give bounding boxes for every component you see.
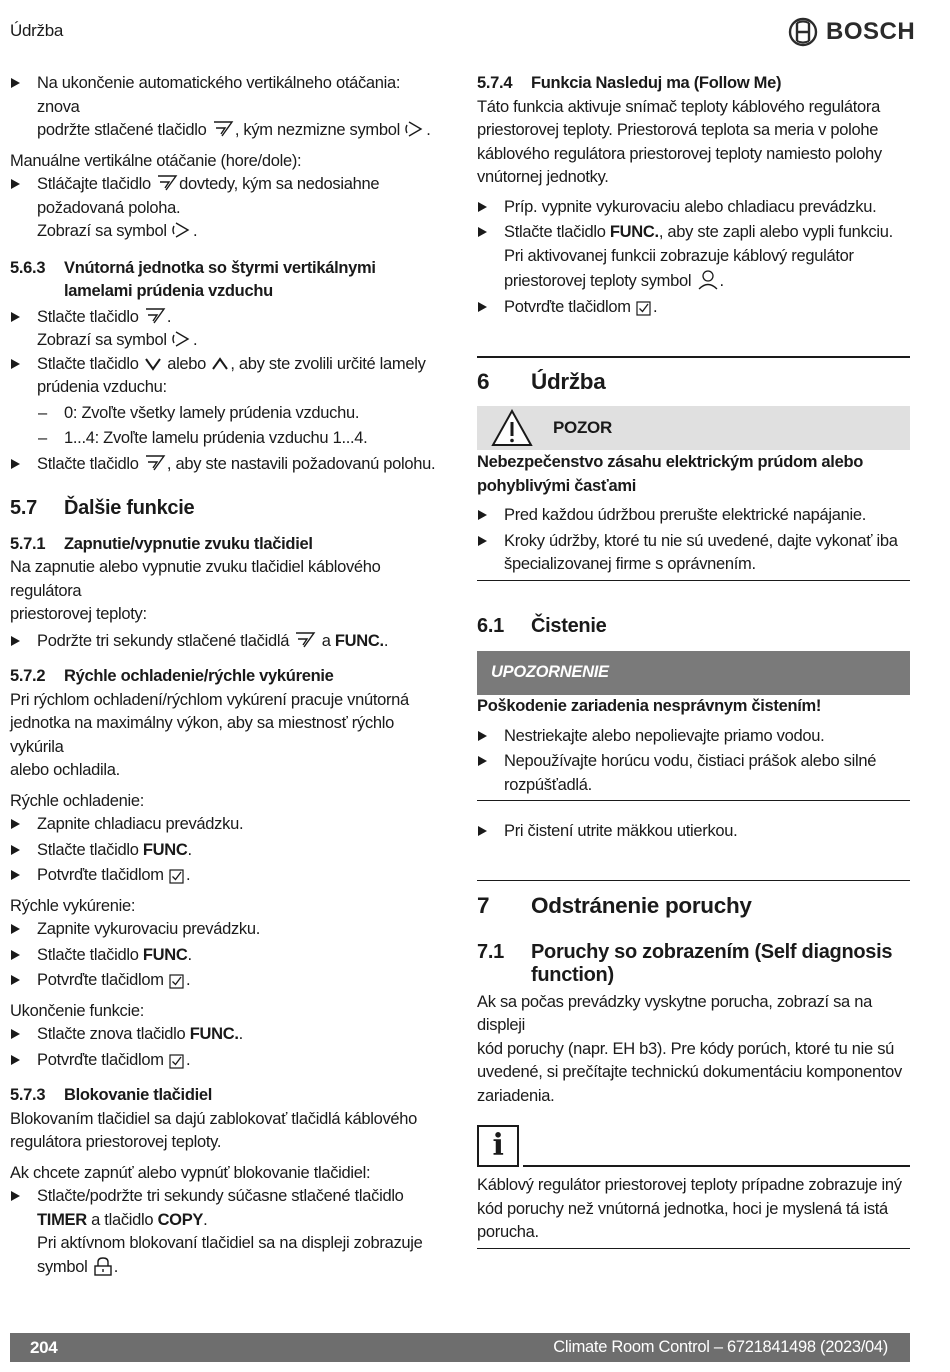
list-item: Potvrďte tlačidlom . [10,969,446,993]
list-item: Kroky údržby, ktoré tu nie sú uvedené, dajte vykonať iba špecializovanej firme s oprávnením. [477,530,910,577]
bullet-triangle-icon [478,510,487,520]
page-number: 204 [30,1337,58,1357]
list-item: Stlačte tlačidlo FUNC. [10,944,446,968]
list-item: Pred každou údržbou prerušte elektrické napájanie. [477,504,910,528]
list-item: Potvrďte tlačidlom . [10,1049,446,1073]
list-item: Na ukončenie automatického vertikálneho otáčania: znova podržte stlačené tlačidlo , kým nezmizne symbol . [10,72,446,143]
warning-triangle-icon [491,409,533,447]
section-rule [477,880,910,881]
confirm-checkbox-icon [169,973,185,989]
bosch-logo [788,17,915,47]
section-heading-6-1: 6.1 Čistenie [477,614,607,637]
list-item: Zapnite vykurovaciu prevádzku. [10,918,446,942]
warning-label: POZOR [553,418,612,438]
chevron-up-icon [211,355,229,373]
section-rule [477,356,910,358]
list-item: Príp. vypnite vykurovaciu alebo chladiacu prevádzku. [477,196,910,220]
confirm-checkbox-icon [636,300,652,316]
bullet-triangle-icon [11,78,20,88]
info-rule [523,1165,910,1167]
swing-button-icon [156,173,178,193]
list-item: Zapnite chladiacu prevádzku. [10,813,446,837]
chevron-down-icon [144,355,162,373]
list-item: Stlačte tlačidlo , aby ste nastavili požadovanú polohu. [10,453,446,477]
section-heading-7-1: 7.1 Poruchy so zobrazením (Self diagnosis function) [477,940,893,986]
section-heading-5-7-4: 5.7.4 Funkcia Nasleduj ma (Follow Me) [477,74,782,92]
bullet-triangle-icon [478,756,487,766]
notice-label: UPOZORNENIE [491,663,609,682]
list-item: Stláčajte tlačidlo dovtedy, kým sa nedosiahne požadovaná poloha. Zobrazí sa symbol . [10,173,446,244]
swing-symbol-icon [172,329,192,349]
bullet-triangle-icon [11,179,20,189]
bullet-triangle-icon [11,975,20,985]
running-header: Údržba [10,21,64,40]
section-heading-5-6-3: 5.6.3 Vnútorná jednotka so štyrmi vertikálnymi lamelami prúdenia vzduchu [10,258,376,300]
bullet-triangle-icon [11,845,20,855]
bullet-triangle-icon [11,636,20,646]
bullet-triangle-icon [11,1191,20,1201]
list-item: Podržte tri sekundy stlačené tlačidlá a FUNC.. [10,630,446,654]
list-item: Pri čistení utrite mäkkou utierkou. [477,820,910,844]
swing-symbol-icon [405,119,425,139]
section-rule [477,800,910,801]
section-heading-5-7-1: 5.7.1 Zapnutie/vypnutie zvuku tlačidiel [10,534,313,553]
brand-wordmark: BOSCH [826,18,916,46]
section-heading-7: 7 Odstránenie poruchy [477,892,752,918]
section-rule [477,580,910,581]
list-item: Stlačte tlačidlo . Zobrazí sa symbol . [10,306,446,353]
info-icon: i [477,1125,519,1167]
list-item: Stlačte/podržte tri sekundy súčasne stlačené tlačidlo TIMER a tlačidlo COPY. Pri aktívnom blokovaní tlačidiel sa na displeji zobrazuje symbol . [10,1185,446,1279]
bullet-triangle-icon [478,202,487,212]
left-column: Na ukončenie automatického vertikálneho otáčania: znova podržte stlačené tlačidlo , kým nezmizne symbol . Manuálne vertikálne otáčanie (hore/dole): Stláčajte tlačidlo dovtedy, kým sa nedosiahne požadovaná poloha. Zobrazí sa symbol . 5.6.3 Vnútorná jednotka so štyrmi vertikálnymi lamelami prúdenia vzduchu Stlačte tlačidlo . Zobrazí sa symbol . Stlačte tlačidlo alebo , aby ste zvolili určité lamely prúdenia vzduchu: – 0: Zvoľte všetky lamely prúdenia vzduchu. – 1...4: Zvoľte lamelu prúdenia vzduchu 1...4. Stlačte tlačidlo , aby ste nastavili požadovanú polohu. 5.7 Ďalšie funkcie 5.7.1 Zapnutie/vypnutie zvuku tlačidiel Na zapnutie alebo vypnutie zvuku tlačidiel káblového regulátora priestorovej teploty: Podržte tri sekundy stlačené tlačidlá a FUNC.. 5.7.2 Rýchle ochladenie/rýchle vykúrenie Pri rýchlom ochladení/rýchlom vykúrení pracuje vnútorná jednotka na maximálny výkon, aby sa miestnosť rýchlo vykúrila alebo ochladila. Rýchle ochladenie: Zapnite chladiacu prevádzku. Stlačte tlačidlo FUNC. Potvrďte tlačidlom . Rýchle vykúrenie: Zapnite vykurovaciu prevádzku. Stlačte tlačidlo FUNC. Potvrďte tlačidlom . Ukončenie funkcie: Stlačte znova tlačidlo FUNC.. Potvrďte tlačidlom . 5.7.3 Blokovanie tlačidiel Blokovaním tlačidiel sa dajú zablokovať tlačidlá káblového regulátora priestorovej teploty. Ak chcete zapnúť alebo vypnúť blokovanie tlačidiel: Stlačte/podržte tri sekundy súčasne stlačené tlačidlo TIMER a tlačidlo COPY. Pri aktívnom blokovaní tlačidiel sa na displeji zobrazuje symbol . [10,72,446,1279]
bosch-armature-icon [788,17,818,47]
dash-item: – 0: Zvoľte všetky lamely prúdenia vzduchu. [10,402,446,426]
bullet-triangle-icon [11,459,20,469]
swing-button-icon [294,630,316,650]
bullet-triangle-icon [478,826,487,836]
page-footer [10,1333,910,1362]
dash-item: – 1...4: Zvoľte lamelu prúdenia vzduchu 1...4. [10,427,446,451]
person-icon [697,268,719,290]
swing-symbol-icon [172,220,192,240]
bullet-triangle-icon [11,950,20,960]
warning-box [477,406,910,450]
lock-icon [93,1256,113,1276]
notice-box [477,651,910,695]
list-item: Potvrďte tlačidlom . [477,296,910,320]
bullet-triangle-icon [478,731,487,741]
swing-button-icon [144,453,166,473]
right-column: 5.7.4 Funkcia Nasleduj ma (Follow Me) Táto funkcia aktivuje snímač teploty káblového regulátora priestorovej teploty. Priestorová teplota sa meria v polohe káblového regulátora priestorovej teploty namiesto polohy vnútornej jednotky. Príp. vypnite vykurovaciu alebo chladiacu prevádzku. Stlačte tlačidlo FUNC., aby ste zapli alebo vypli funkciu. Pri aktivovanej funkcii zobrazuje káblový regulátor priestorovej teploty symbol . Potvrďte tlačidlom . 6 Údržba POZOR Nebezpečenstvo zásahu elektrickým prúdom alebo pohyblivými časťami Pred každou údržbou prerušte elektrické napájanie. Kroky údržby, ktoré tu nie sú uvedené, dajte vykonať iba špecializovanej firme s oprávnením. 6.1 Čistenie UPOZORNENIE Poškodenie zariadenia nesprávnym čistením! Nestriekajte alebo nepolievajte priamo vodou. Nepoužívajte horúcu vodu, čistiaci prášok alebo silné rozpúšťadlá. Pri čistení utrite mäkkou utierkou. 7 Odstránenie poruchy 7.1 Poruchy so zobrazením (Self diagnosis function) Ak sa počas prevádzky vyskytne porucha, zobrazí sa na displeji kód poruchy (napr. EH b3). Pre kódy porúch, ktoré tu nie sú uvedené, si prečítajte technickú dokumentáciu komponentov zariadenia. i Káblový regulátor priestorovej teploty prípadne zobrazuje iný kód poruchy než vnútorná jednotka, hoci je myslená tá istá porucha. [477,72,910,1249]
section-rule [477,1248,910,1249]
list-item: Nestriekajte alebo nepolievajte priamo vodou. [477,725,910,749]
swing-button-icon [212,119,234,139]
bullet-triangle-icon [478,536,487,546]
document-reference: Climate Room Control – 6721841498 (2023/04) [553,1337,888,1356]
bullet-triangle-icon [478,227,487,237]
list-item: Nepoužívajte horúcu vodu, čistiaci prášok alebo silné rozpúšťadlá. [477,750,910,797]
list-item: Stlačte znova tlačidlo FUNC.. [10,1023,446,1047]
info-box-header [477,1125,910,1167]
confirm-checkbox-icon [169,1053,185,1069]
confirm-checkbox-icon [169,868,185,884]
bullet-triangle-icon [11,924,20,934]
bullet-triangle-icon [11,312,20,322]
section-heading-6: 6 Údržba [477,369,606,394]
bullet-triangle-icon [11,1055,20,1065]
bullet-triangle-icon [11,819,20,829]
section-heading-5-7-3: 5.7.3 Blokovanie tlačidiel [10,1086,213,1104]
list-item: Stlačte tlačidlo FUNC. [10,839,446,863]
bullet-triangle-icon [478,302,487,312]
section-heading-5-7: 5.7 Ďalšie funkcie [10,497,195,519]
list-item: Stlačte tlačidlo alebo , aby ste zvolili určité lamely prúdenia vzduchu: [10,353,446,400]
swing-button-icon [144,306,166,326]
bullet-triangle-icon [11,1029,20,1039]
list-item: Potvrďte tlačidlom . [10,864,446,888]
bullet-triangle-icon [11,870,20,880]
list-item: Stlačte tlačidlo FUNC., aby ste zapli alebo vypli funkciu. Pri aktivovanej funkcii zobrazuje káblový regulátor priestorovej teploty symbol . [477,221,910,294]
section-heading-5-7-2: 5.7.2 Rýchle ochladenie/rýchle vykúrenie [10,667,334,685]
bullet-triangle-icon [11,359,20,369]
